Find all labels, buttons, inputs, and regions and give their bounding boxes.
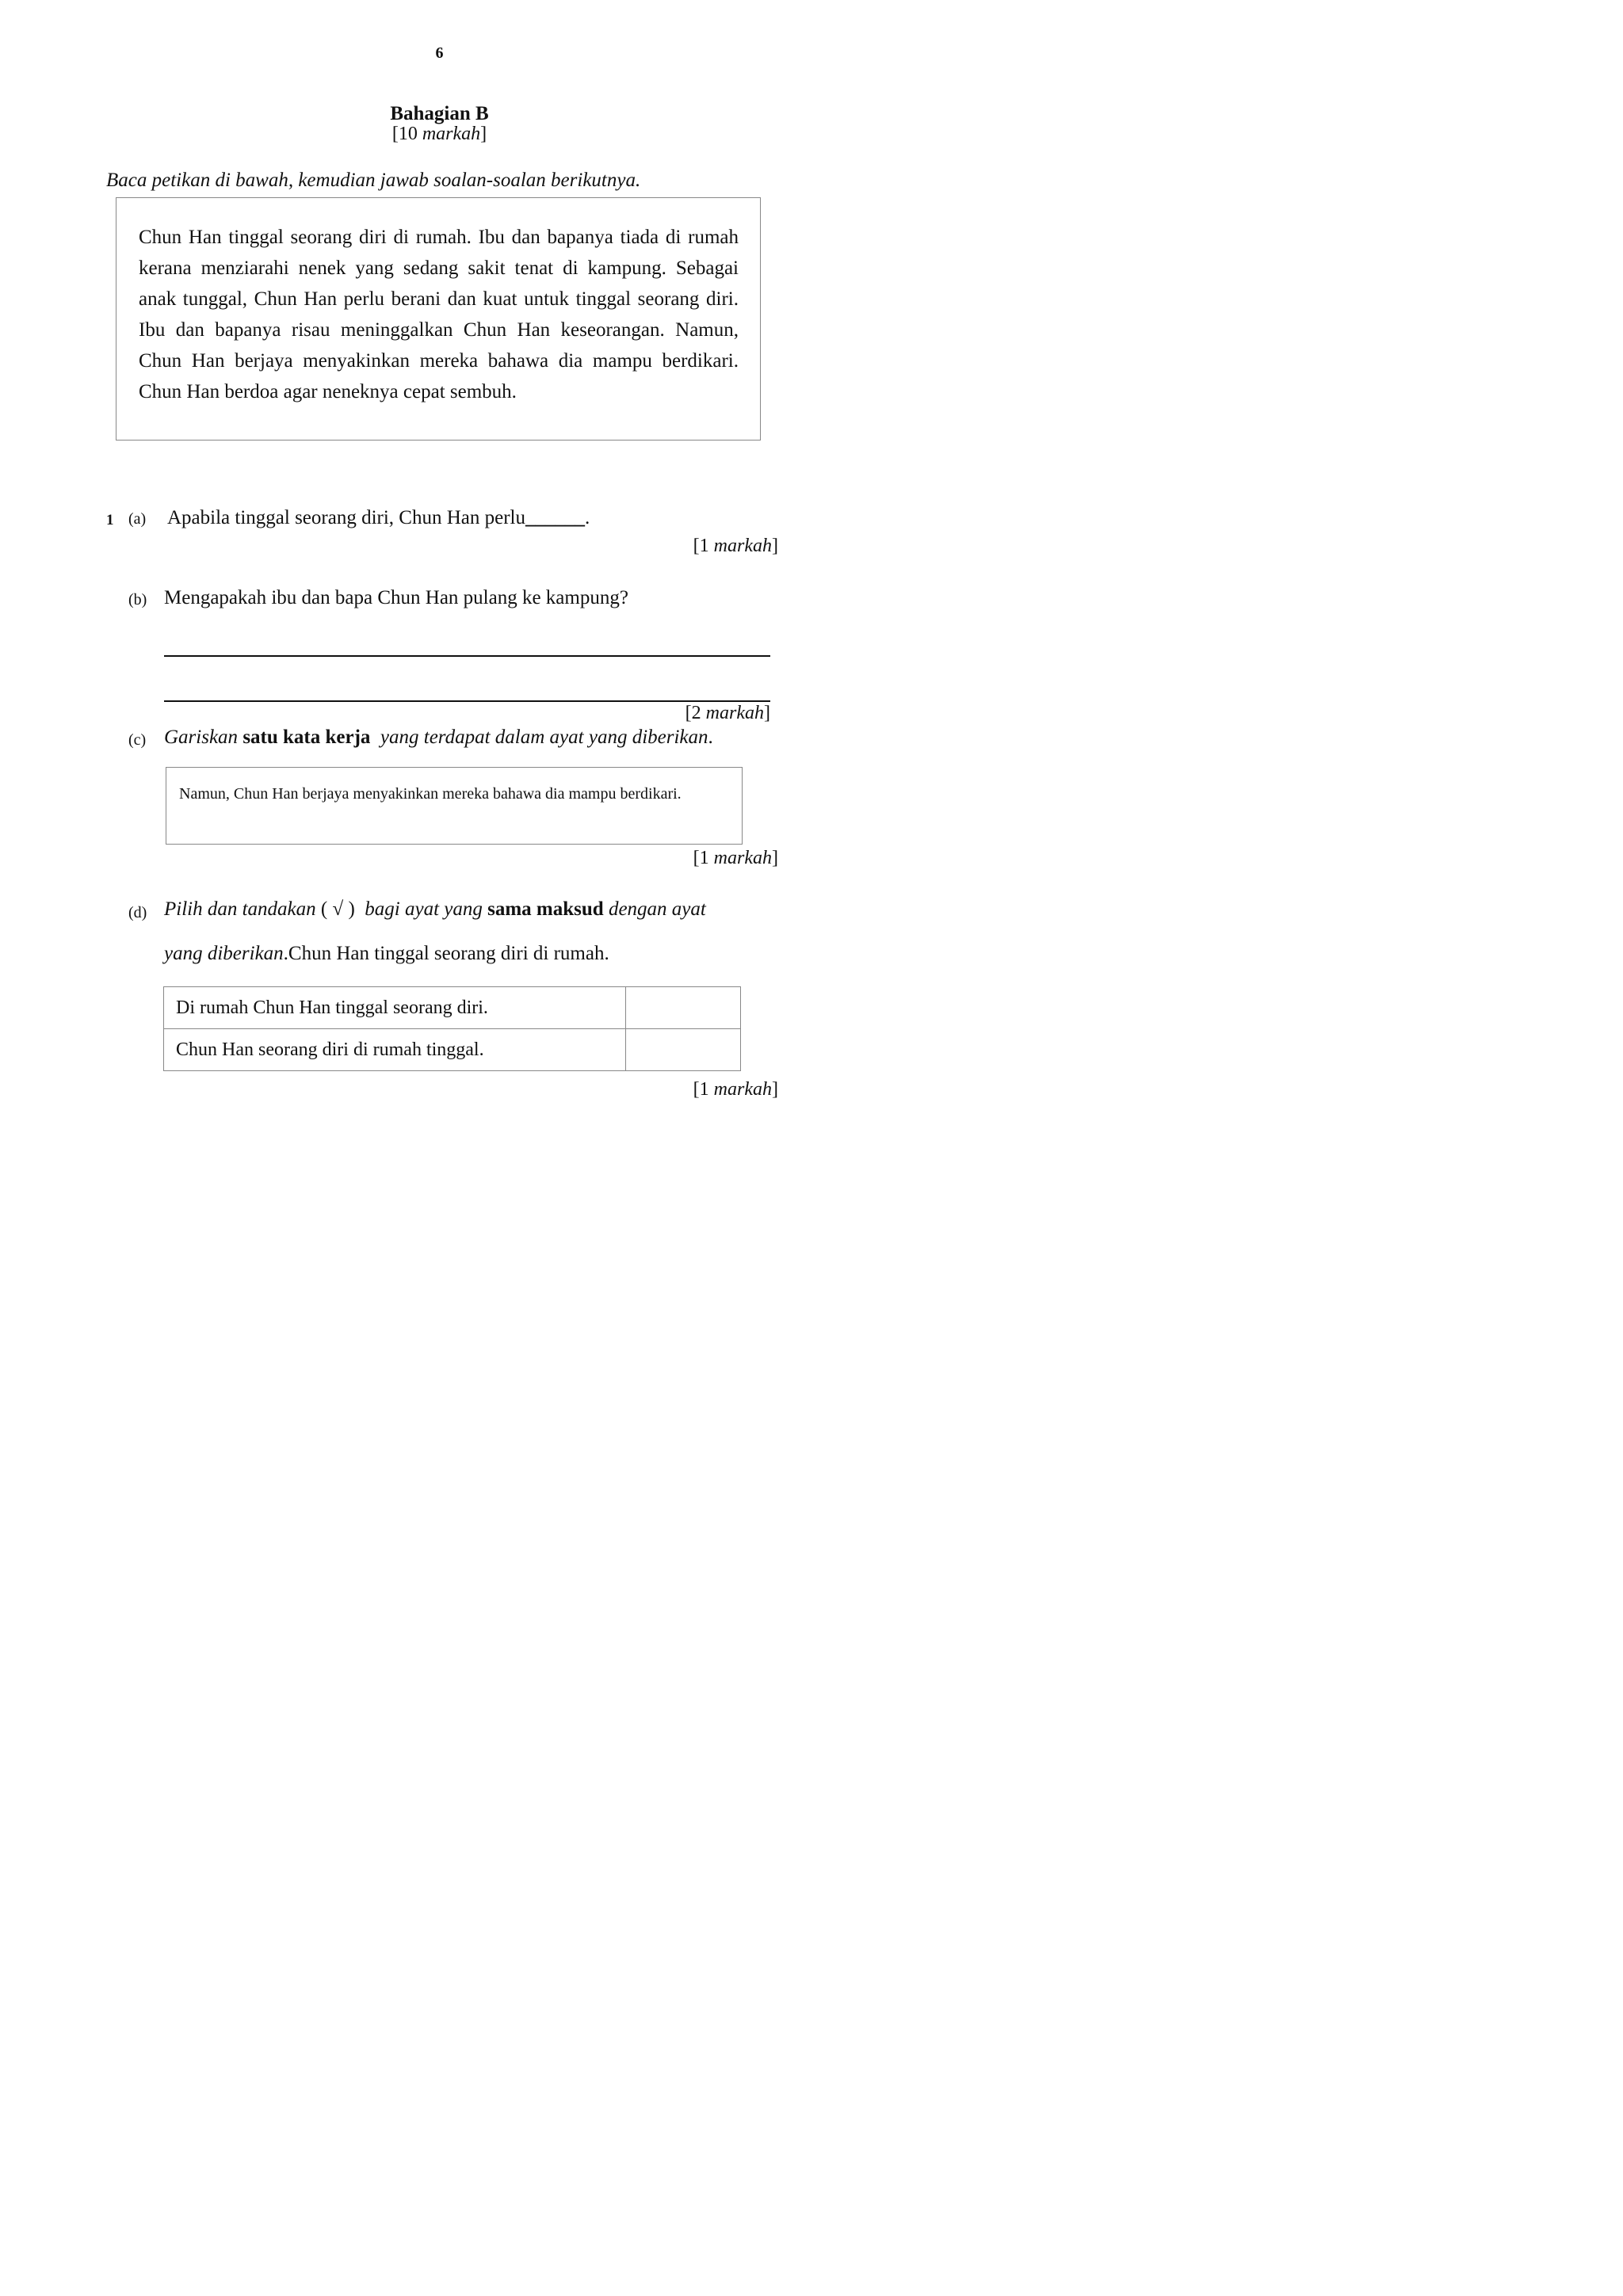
- question-b-marks-end: ]: [764, 703, 770, 723]
- question-c-italic-2: yang terdapat dalam ayat yang diberikan: [380, 727, 708, 748]
- question-d-italic-3: dengan ayat: [608, 898, 706, 920]
- question-d-bold: sama maksud: [487, 898, 604, 920]
- question-c-text: [164, 727, 713, 749]
- choice-option-1: Di rumah Chun Han tinggal seorang diri.: [164, 987, 626, 1029]
- tick-box-2[interactable]: [626, 1029, 741, 1071]
- answer-line-1[interactable]: [164, 655, 770, 657]
- question-c-italic-1: Gariskan: [164, 727, 239, 748]
- question-number: 1: [106, 512, 114, 528]
- answer-line-2[interactable]: [164, 700, 770, 702]
- choice-table: [163, 986, 741, 1071]
- question-d-text-line-1: [164, 898, 706, 921]
- passage-text: Chun Han tinggal seorang diri di rumah. Ibu dan bapanya tiada di rumah kerana menziarahi nenek yang sedang sakit tenat di kampung. Sebagai anak tunggal, Chun Han perlu berani dan kuat untuk tinggal seorang diri. Ibu dan bapanya risau meninggalkan Chun Han keseorangan. Namun, Chun Han berjaya menyakinkan mereka bahawa dia mampu berdikari. Chun Han berdoa agar neneknya cepat sembuh.: [139, 227, 739, 402]
- page-number: 6: [435, 44, 444, 62]
- choice-option-2: Chun Han seorang diri di rumah tinggal.: [164, 1029, 626, 1071]
- question-a-marks-num: [1: [693, 536, 714, 556]
- section-marks-suffix: ]: [480, 124, 487, 144]
- question-c-bold: satu kata kerja: [242, 727, 371, 748]
- question-b-marks: [685, 703, 770, 724]
- question-c-marks: [693, 848, 778, 869]
- question-d-italic-1: Pilih dan tandakan: [164, 898, 316, 920]
- instruction: Baca petikan di bawah, kemudian jawab soalan-soalan berikutnya.: [106, 170, 641, 191]
- question-b-marks-word: markah: [705, 703, 764, 723]
- question-a-marks-end: ]: [772, 536, 778, 556]
- question-d-italic-2: bagi ayat yang: [365, 898, 483, 920]
- tick-box-1[interactable]: [626, 987, 741, 1029]
- question-a-label: (a): [128, 510, 147, 528]
- question-a-text: [167, 507, 590, 529]
- question-d-marks-end: ]: [772, 1079, 778, 1100]
- section-title: Bahagian B: [390, 103, 489, 124]
- question-d-given-sentence: .Chun Han tinggal seorang diri di rumah.: [283, 943, 609, 964]
- section-marks-word: markah: [422, 124, 481, 144]
- section-marks-prefix: [10: [391, 124, 422, 144]
- question-c-marks-end: ]: [772, 848, 778, 868]
- choice-row: [164, 987, 741, 1029]
- question-a-end: .: [584, 507, 590, 528]
- question-d-marks-num: [1: [693, 1079, 714, 1100]
- question-c-end: .: [708, 727, 713, 748]
- question-a-marks: [693, 536, 778, 557]
- question-a-marks-word: markah: [713, 536, 772, 556]
- question-d-label: (d): [128, 904, 147, 921]
- question-c-marks-word: markah: [713, 848, 772, 868]
- question-b-text: Mengapakah ibu dan bapa Chun Han pulang ke kampung?: [164, 587, 628, 608]
- question-d-marks-word: markah: [713, 1079, 772, 1100]
- question-b-marks-num: [2: [685, 703, 706, 723]
- question-c-label: (c): [128, 731, 147, 749]
- section-marks: [0, 124, 879, 145]
- question-c-marks-num: [1: [693, 848, 714, 868]
- given-sentence[interactable]: Namun, Chun Han berjaya menyakinkan mereka bahawa dia mampu berdikari.: [179, 785, 682, 803]
- question-d-italic-4: yang diberikan: [164, 943, 284, 964]
- question-a-blank: ______: [525, 507, 585, 528]
- question-a-stem: Apabila tinggal seorang diri, Chun Han perlu: [167, 507, 525, 528]
- question-b-label: (b): [128, 591, 147, 608]
- tick-symbol: ( √ ): [320, 898, 355, 920]
- question-d-marks: [693, 1079, 778, 1100]
- choice-row: [164, 1029, 741, 1071]
- question-d-text-line-2: [164, 943, 609, 965]
